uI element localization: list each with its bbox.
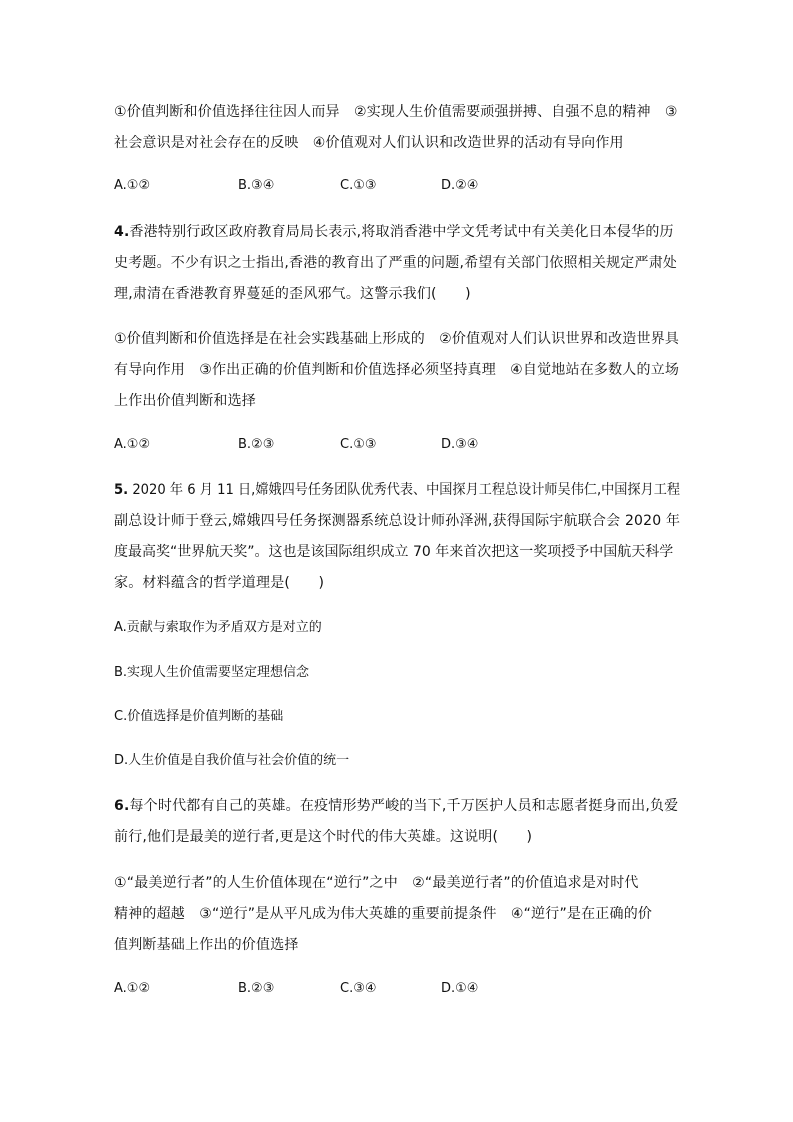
q4-option-d[interactable]: D.③④ xyxy=(441,437,479,452)
q5-option-a[interactable]: A.贡献与索取作为矛盾双方是对立的 xyxy=(114,620,322,635)
q6-statement-line: 值判断基础上作出的价值选择 xyxy=(114,937,299,953)
q4-option-b[interactable]: B.②③ xyxy=(238,437,275,452)
q4-statement-line: 上作出价值判断和选择 xyxy=(114,393,256,409)
q4-statement-line: ①价值判断和价值选择是在社会实践基础上形成的 ②价值观对人们认识世界和改造世界具 xyxy=(114,331,680,347)
q6-statement-line: 精神的超越 ③“逆行”是从平凡成为伟大英雄的重要前提条件 ④“逆行”是在正确的价 xyxy=(114,906,653,922)
q4-stem-line: 理,肃清在香港教育界蔓延的歪风邪气。这警示我们( ) xyxy=(114,286,471,302)
q4-stem-text: 香港特别行政区政府教育局局长表示,将取消香港中学文凭考试中有关美化日本侵华的历 xyxy=(129,224,674,240)
q6-stem-line xyxy=(114,796,678,816)
q4-option-c[interactable]: C.①③ xyxy=(340,437,377,452)
q3-option-c[interactable]: C.①③ xyxy=(340,178,377,193)
q4-stem-line xyxy=(114,222,674,242)
q4-option-a[interactable]: A.①② xyxy=(114,437,151,452)
q6-statement-line: ①“最美逆行者”的人生价值体现在“逆行”之中 ②“最美逆行者”的价值追求是对时代 xyxy=(114,875,639,891)
q5-option-d[interactable]: D.人生价值是自我价值与社会价值的统一 xyxy=(114,753,350,768)
q3-statement-line: 社会意识是对社会存在的反映 ④价值观对人们认识和改造世界的活动有导向作用 xyxy=(114,135,624,151)
q5-number: 5. xyxy=(114,482,129,498)
q6-number: 6. xyxy=(114,798,130,814)
q4-statement-line: 有导向作用 ③作出正确的价值判断和价值选择必须坚持真理 ④自觉地站在多数人的立场 xyxy=(114,362,680,378)
q4-number: 4. xyxy=(114,224,130,240)
q3-option-b[interactable]: B.③④ xyxy=(238,178,275,193)
q3-statement-line: ①价值判断和价值选择往往因人而异 ②实现人生价值需要顽强拼搏、自强不息的精神 ③ xyxy=(114,104,678,120)
q5-option-c[interactable]: C.价值选择是价值判断的基础 xyxy=(114,709,284,724)
q5-stem-line: 度最高奖“世界航天奖”。这也是该国际组织成立 70 年来首次把这一奖项授予中国航天科学 xyxy=(114,544,674,560)
q6-stem-line: 前行,他们是最美的逆行者,更是这个时代的伟大英雄。这说明( ) xyxy=(114,829,533,845)
q3-option-a[interactable]: A.①② xyxy=(114,178,151,193)
q3-option-d[interactable]: D.②④ xyxy=(441,178,479,193)
q5-stem-line xyxy=(114,480,680,500)
q4-stem-line: 史考题。不少有识之士指出,香港的教育出了严重的问题,希望有关部门依照相关规定严肃处 xyxy=(114,255,678,271)
q5-stem-line: 家。材料蕴含的哲学道理是( ) xyxy=(114,575,325,591)
q6-option-a[interactable]: A.①② xyxy=(114,981,151,996)
q6-option-b[interactable]: B.②③ xyxy=(238,981,275,996)
q6-option-d[interactable]: D.①④ xyxy=(441,981,479,996)
q6-stem-text: 每个时代都有自己的英雄。在疫情形势严峻的当下,千万医护人员和志愿者挺身而出,负爱 xyxy=(129,798,679,814)
q6-option-c[interactable]: C.③④ xyxy=(340,981,377,996)
q5-option-b[interactable]: B.实现人生价值需要坚定理想信念 xyxy=(114,665,310,680)
q5-stem-line: 副总设计师于登云,嫦娥四号任务探测器系统总设计师孙泽洲,获得国际宇航联合会 2020 年 xyxy=(114,513,681,529)
q5-stem-text: 2020 年 6 月 11 日,嫦娥四号任务团队优秀代表、中国探月工程总设计师吴伟仁,中国探月工程 xyxy=(128,482,680,498)
